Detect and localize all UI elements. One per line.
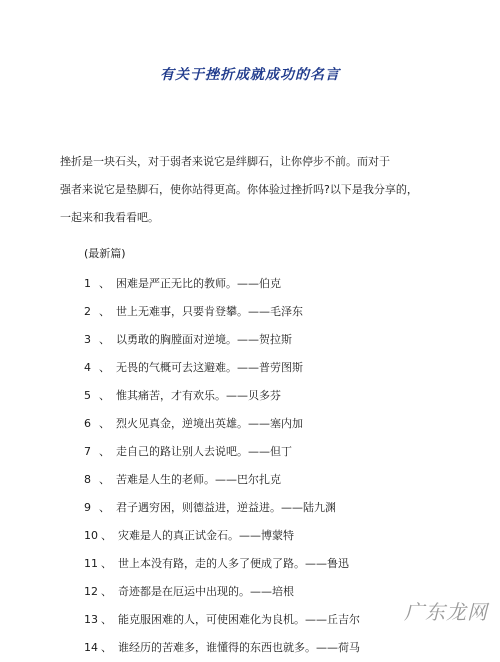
quote-number: 5 — [84, 389, 91, 402]
quote-separator: 、 — [101, 641, 112, 654]
quote-number: 6 — [84, 417, 91, 430]
quote-text: 无畏的气概可去这避难。——普劳图斯 — [116, 361, 303, 374]
intro-line: 强者来说它是垫脚石，使你站得更高。你体验过挫折吗?以下是我分享的， — [60, 183, 418, 196]
quote-text: 谁经历的苦难多，谁懂得的东西也就多。——荷马 — [118, 641, 360, 654]
quote-item — [84, 298, 484, 326]
quote-item — [84, 634, 484, 662]
quote-separator: 、 — [99, 305, 110, 318]
quote-number: 12 — [84, 585, 98, 598]
quote-separator: 、 — [99, 361, 110, 374]
quote-separator: 、 — [99, 501, 110, 514]
quote-separator: 、 — [99, 389, 110, 402]
quote-text: 以勇敢的胸膛面对逆境。——贺拉斯 — [116, 333, 292, 346]
quote-number: 1 — [84, 277, 91, 290]
quote-separator: 、 — [101, 529, 112, 542]
quote-text: 惟其痛苦，才有欢乐。——贝多芬 — [116, 389, 281, 402]
quote-separator: 、 — [101, 613, 112, 626]
quote-item — [84, 494, 484, 522]
quote-text: 世上本没有路，走的人多了便成了路。——鲁迅 — [118, 557, 349, 570]
quote-text: 灾难是人的真正试金石。——博蒙特 — [118, 529, 294, 542]
quote-text: 困难是严正无比的教师。——伯克 — [116, 277, 281, 290]
quote-number: 8 — [84, 473, 91, 486]
quote-item — [84, 466, 484, 494]
intro-paragraph — [60, 148, 440, 232]
quote-text: 奇迹都是在厄运中出现的。——培根 — [118, 585, 294, 598]
quote-number: 2 — [84, 305, 91, 318]
quote-separator: 、 — [99, 417, 110, 430]
quote-separator: 、 — [99, 333, 110, 346]
quote-number: 10 — [84, 529, 98, 542]
quote-text: 君子遇穷困，则德益进，逆益进。——陆九渊 — [116, 501, 336, 514]
quote-text: 世上无难事，只要肯登攀。——毛泽东 — [116, 305, 303, 318]
quote-separator: 、 — [99, 277, 110, 290]
quote-number: 14 — [84, 641, 98, 654]
quote-item — [84, 354, 484, 382]
quote-number: 11 — [84, 557, 98, 570]
quote-number: 9 — [84, 501, 91, 514]
quote-item — [84, 270, 484, 298]
document-title: 有关于挫折成就成功的名言 — [160, 67, 340, 83]
intro-line: 一起来和我看看吧。 — [60, 211, 159, 224]
quote-text: 能克服困难的人，可使困难化为良机。——丘吉尔 — [118, 613, 360, 626]
quote-separator: 、 — [99, 445, 110, 458]
quote-text: 走自己的路让别人去说吧。——但丁 — [116, 445, 292, 458]
quote-separator: 、 — [101, 557, 112, 570]
intro-line: 挫折是一块石头，对于弱者来说它是绊脚石，让你停步不前。而对于 — [60, 155, 390, 168]
quote-item — [84, 382, 484, 410]
quote-number: 13 — [84, 613, 98, 626]
quote-item — [84, 326, 484, 354]
quote-number: 7 — [84, 445, 91, 458]
quote-text: 苦难是人生的老师。——巴尔扎克 — [116, 473, 281, 486]
watermark-logo — [358, 596, 488, 624]
section-label: (最新篇) — [84, 247, 126, 260]
quote-separator: 、 — [101, 585, 112, 598]
watermark-text: 广东龙网 — [404, 599, 488, 624]
quote-item — [84, 410, 484, 438]
quote-item — [84, 438, 484, 466]
quote-number: 3 — [84, 333, 91, 346]
quote-item — [84, 522, 484, 550]
quote-separator: 、 — [99, 473, 110, 486]
quote-item — [84, 550, 484, 578]
quote-number: 4 — [84, 361, 91, 374]
quote-text: 烈火见真金，逆境出英雄。——塞内加 — [116, 417, 303, 430]
